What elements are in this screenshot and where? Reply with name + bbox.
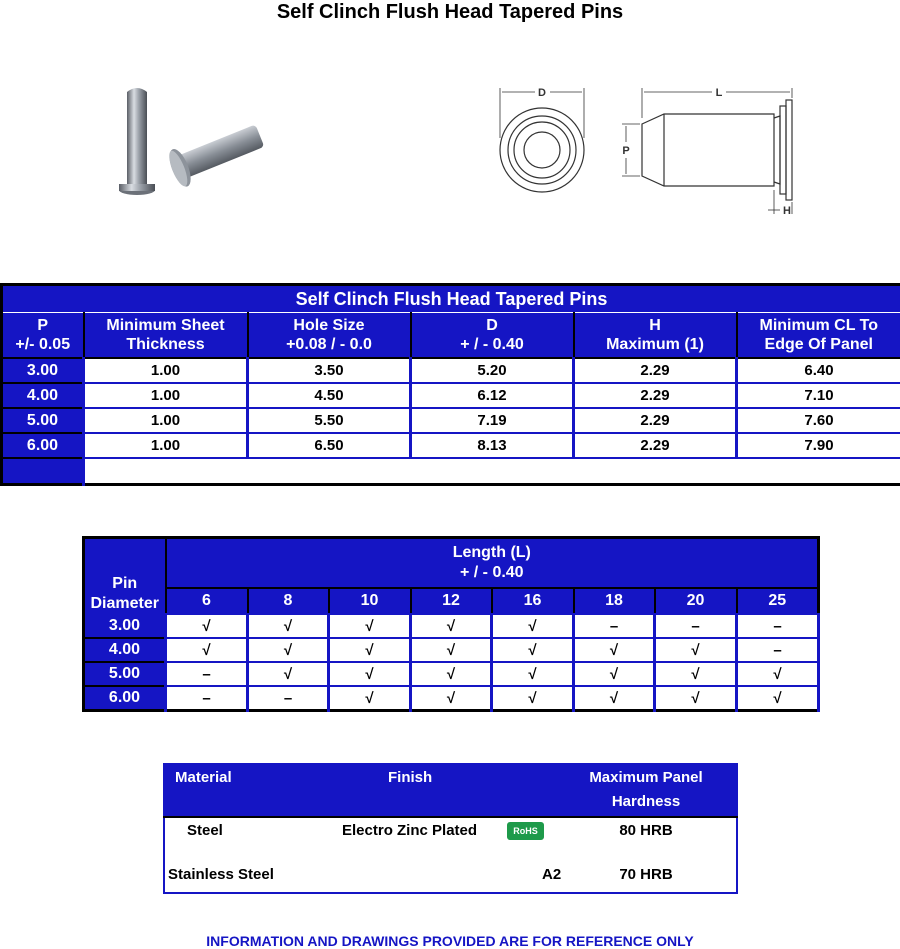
availability-cell: √: [166, 638, 248, 662]
table-row: [84, 614, 819, 638]
pin-header-line2: Diameter: [91, 595, 159, 612]
table-row: [84, 662, 819, 686]
spec-cell: 6.40: [737, 358, 900, 383]
length-col-header: 18: [574, 588, 655, 614]
material-cell: Stainless Steel: [164, 860, 306, 893]
blank-cell: [2, 458, 84, 485]
pins-photo: [105, 78, 280, 208]
specs-col-header: [84, 313, 248, 359]
length-col-header: 6: [166, 588, 248, 614]
availability-cell: √: [492, 614, 574, 638]
material-table: [163, 763, 738, 894]
table-row: [84, 686, 819, 711]
availability-cell: √: [574, 662, 655, 686]
pin-diameter-cell: 5.00: [84, 662, 166, 686]
availability-cell: √: [655, 686, 737, 711]
availability-cell: –: [166, 662, 248, 686]
table-row: [2, 408, 900, 433]
pin-size-cell: 4.00: [2, 383, 84, 408]
pin-diameter-cell: 3.00: [84, 614, 166, 638]
availability-cell: –: [737, 638, 819, 662]
spec-cell: 6.12: [411, 383, 574, 408]
spec-cell: 2.29: [574, 383, 737, 408]
table-row: [2, 358, 900, 383]
hardness-cell: 80 HRB: [556, 817, 737, 860]
technical-drawing: [490, 78, 810, 218]
material-header: Material: [164, 764, 306, 817]
dim-p-label: P: [622, 145, 629, 157]
header-line: Minimum Sheet: [106, 317, 224, 334]
specs-col-header: [411, 313, 574, 359]
availability-cell: √: [411, 638, 492, 662]
finish-cell: A2: [306, 860, 556, 893]
availability-cell: –: [248, 686, 329, 711]
pin-size-cell: 5.00: [2, 408, 84, 433]
availability-cell: √: [248, 662, 329, 686]
length-header-line2: + / - 0.40: [460, 564, 524, 581]
specs-table: [0, 283, 900, 486]
availability-cell: √: [329, 638, 411, 662]
availability-cell: √: [166, 614, 248, 638]
rohs-badge-icon: RoHS: [507, 822, 544, 840]
spec-cell: 2.29: [574, 433, 737, 458]
spec-cell: 7.19: [411, 408, 574, 433]
availability-cell: √: [411, 662, 492, 686]
spec-cell: 5.20: [411, 358, 574, 383]
availability-cell: –: [737, 614, 819, 638]
spec-cell: 4.50: [248, 383, 411, 408]
availability-cell: √: [248, 638, 329, 662]
dim-d-label: D: [538, 87, 546, 99]
availability-cell: √: [655, 662, 737, 686]
availability-cell: √: [411, 614, 492, 638]
finish-header: Finish: [306, 764, 556, 817]
header-line: Minimum CL To: [760, 317, 879, 334]
length-header-line1: Length (L): [453, 544, 531, 561]
availability-cell: √: [574, 638, 655, 662]
spec-cell: 8.13: [411, 433, 574, 458]
pin-size-cell: 6.00: [2, 433, 84, 458]
header-line: H: [649, 317, 661, 334]
header-line: D: [486, 317, 498, 334]
length-col-header: 25: [737, 588, 819, 614]
disclaimer-footer: INFORMATION AND DRAWINGS PROVIDED ARE FOR REFERENCE ONLY: [0, 933, 900, 949]
header-line: + / - 0.40: [460, 336, 524, 353]
specs-table-caption: Self Clinch Flush Head Tapered Pins: [2, 285, 900, 313]
availability-cell: √: [411, 686, 492, 711]
availability-cell: √: [655, 638, 737, 662]
blank-cell: [84, 458, 900, 485]
spec-cell: 7.90: [737, 433, 900, 458]
header-line: Maximum (1): [606, 336, 704, 353]
hardness-header: [556, 764, 737, 817]
finish-cell: [306, 817, 556, 860]
header-line: P: [37, 317, 48, 334]
spec-cell: 6.50: [248, 433, 411, 458]
availability-cell: –: [166, 686, 248, 711]
availability-cell: √: [329, 614, 411, 638]
spec-cell: 7.10: [737, 383, 900, 408]
header-line: Hole Size: [293, 317, 364, 334]
availability-cell: √: [737, 662, 819, 686]
hardness-cell: 70 HRB: [556, 860, 737, 893]
length-col-header: 12: [411, 588, 492, 614]
spec-cell: 7.60: [737, 408, 900, 433]
header-line: +/- 0.05: [15, 336, 70, 353]
spec-cell: 1.00: [84, 433, 248, 458]
spec-cell: 1.00: [84, 358, 248, 383]
availability-cell: √: [574, 686, 655, 711]
availability-cell: √: [248, 614, 329, 638]
availability-cell: √: [737, 686, 819, 711]
length-col-header: 16: [492, 588, 574, 614]
specs-col-header: [248, 313, 411, 359]
blank-row: [2, 458, 900, 485]
spec-cell: 1.00: [84, 383, 248, 408]
pin-diameter-cell: 6.00: [84, 686, 166, 711]
pin-header-line1: Pin: [112, 575, 137, 592]
finish-text: Electro Zinc Plated: [342, 822, 477, 839]
length-col-header: 20: [655, 588, 737, 614]
length-header: [166, 538, 819, 589]
hardness-header-line1: Maximum Panel: [589, 769, 702, 786]
material-cell: Steel: [164, 817, 306, 860]
specs-col-header: [2, 313, 84, 359]
header-line: Thickness: [126, 336, 204, 353]
spec-cell: 5.50: [248, 408, 411, 433]
header-line: +0.08 / - 0.0: [286, 336, 372, 353]
availability-cell: √: [329, 662, 411, 686]
hardness-header-line2: Hardness: [612, 793, 680, 810]
availability-cell: –: [574, 614, 655, 638]
length-col-header: 8: [248, 588, 329, 614]
spec-cell: 3.50: [248, 358, 411, 383]
pin-diameter-header: [84, 538, 166, 615]
spec-cell: 2.29: [574, 408, 737, 433]
availability-cell: √: [329, 686, 411, 711]
availability-cell: √: [492, 638, 574, 662]
specs-col-header: [737, 313, 900, 359]
dim-l-label: L: [716, 87, 723, 99]
table-row: [84, 638, 819, 662]
table-row: [2, 433, 900, 458]
pin-diameter-cell: 4.00: [84, 638, 166, 662]
spec-cell: 1.00: [84, 408, 248, 433]
length-col-header: 10: [329, 588, 411, 614]
availability-cell: √: [492, 662, 574, 686]
header-line: Edge Of Panel: [765, 336, 873, 353]
dim-h-label: H: [783, 205, 791, 217]
spec-cell: 2.29: [574, 358, 737, 383]
specs-col-header: [574, 313, 737, 359]
page-title: Self Clinch Flush Head Tapered Pins: [0, 0, 900, 24]
pin-size-cell: 3.00: [2, 358, 84, 383]
table-row: [2, 383, 900, 408]
availability-cell: √: [492, 686, 574, 711]
length-availability-table: [82, 536, 820, 712]
availability-cell: –: [655, 614, 737, 638]
